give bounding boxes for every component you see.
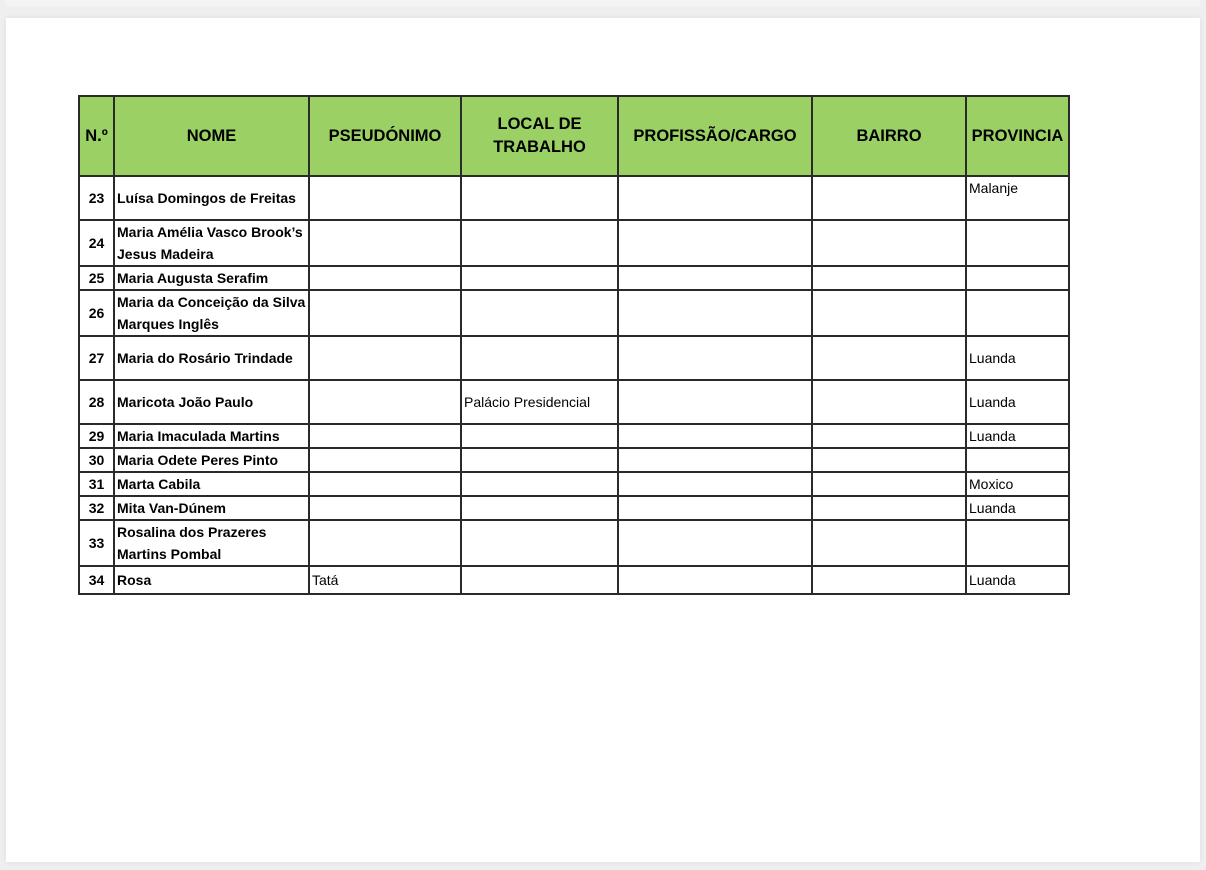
row-profession <box>618 520 812 566</box>
header-row <box>79 96 1069 176</box>
row-name: Maria Augusta Serafim <box>114 266 309 290</box>
row-number: 25 <box>79 266 114 290</box>
row-pseudonym <box>309 472 461 496</box>
document-page <box>6 18 1200 862</box>
row-number: 24 <box>79 220 114 266</box>
row-pseudonym <box>309 520 461 566</box>
row-province <box>966 520 1069 566</box>
row-province <box>966 290 1069 336</box>
header-province: PROVINCIA <box>966 96 1069 176</box>
row-profession <box>618 290 812 336</box>
row-neighborhood <box>812 266 966 290</box>
row-province: Luanda <box>966 336 1069 380</box>
table-row <box>79 472 1069 496</box>
row-name: Maria Imaculada Martins <box>114 424 309 448</box>
row-pseudonym <box>309 290 461 336</box>
row-number: 28 <box>79 380 114 424</box>
row-workplace <box>461 496 618 520</box>
row-workplace <box>461 266 618 290</box>
row-profession <box>618 496 812 520</box>
header-name: NOME <box>114 96 309 176</box>
table-row <box>79 424 1069 448</box>
row-workplace <box>461 336 618 380</box>
row-neighborhood <box>812 290 966 336</box>
table-row <box>79 496 1069 520</box>
row-workplace <box>461 472 618 496</box>
row-province: Luanda <box>966 566 1069 594</box>
row-workplace <box>461 424 618 448</box>
row-workplace <box>461 290 618 336</box>
row-name: Mita Van-Dúnem <box>114 496 309 520</box>
row-neighborhood <box>812 336 966 380</box>
row-neighborhood <box>812 566 966 594</box>
row-profession <box>618 566 812 594</box>
row-profession <box>618 472 812 496</box>
header-pseudonym: PSEUDÓNIMO <box>309 96 461 176</box>
row-workplace <box>461 566 618 594</box>
row-pseudonym <box>309 496 461 520</box>
row-name: Rosalina dos Prazeres Martins Pombal <box>114 520 309 566</box>
row-profession <box>618 220 812 266</box>
row-workplace <box>461 448 618 472</box>
row-neighborhood <box>812 176 966 220</box>
row-name: Luísa Domingos de Freitas <box>114 176 309 220</box>
header-number: N.º <box>79 96 114 176</box>
row-workplace <box>461 520 618 566</box>
row-neighborhood <box>812 380 966 424</box>
row-profession <box>618 380 812 424</box>
table-row <box>79 176 1069 220</box>
row-neighborhood <box>812 472 966 496</box>
row-pseudonym <box>309 448 461 472</box>
row-pseudonym <box>309 336 461 380</box>
row-neighborhood <box>812 520 966 566</box>
row-number: 32 <box>79 496 114 520</box>
row-province <box>966 220 1069 266</box>
row-neighborhood <box>812 448 966 472</box>
row-name: Maricota João Paulo <box>114 380 309 424</box>
row-number: 34 <box>79 566 114 594</box>
row-number: 33 <box>79 520 114 566</box>
row-number: 27 <box>79 336 114 380</box>
table-row <box>79 448 1069 472</box>
row-province: Luanda <box>966 424 1069 448</box>
table-row <box>79 220 1069 266</box>
row-number: 29 <box>79 424 114 448</box>
row-name: Maria da Conceição da Silva Marques Inglês <box>114 290 309 336</box>
row-pseudonym <box>309 424 461 448</box>
row-workplace <box>461 176 618 220</box>
row-number: 30 <box>79 448 114 472</box>
row-profession <box>618 266 812 290</box>
row-province <box>966 266 1069 290</box>
row-province: Malanje <box>966 176 1069 220</box>
header-workplace: LOCAL DE TRABALHO <box>461 96 618 176</box>
row-pseudonym <box>309 380 461 424</box>
row-number: 23 <box>79 176 114 220</box>
row-number: 31 <box>79 472 114 496</box>
row-pseudonym <box>309 266 461 290</box>
table-row <box>79 266 1069 290</box>
top-page-edge <box>6 0 1200 6</box>
row-pseudonym <box>309 220 461 266</box>
row-number: 26 <box>79 290 114 336</box>
row-name: Maria do Rosário Trindade <box>114 336 309 380</box>
row-province: Luanda <box>966 496 1069 520</box>
row-name: Rosa <box>114 566 309 594</box>
row-province: Moxico <box>966 472 1069 496</box>
header-profession: PROFISSÃO/CARGO <box>618 96 812 176</box>
row-province: Luanda <box>966 380 1069 424</box>
header-neighborhood: BAIRRO <box>812 96 966 176</box>
row-profession <box>618 424 812 448</box>
row-profession <box>618 336 812 380</box>
table-row <box>79 380 1069 424</box>
row-profession <box>618 448 812 472</box>
table-row <box>79 336 1069 380</box>
row-province <box>966 448 1069 472</box>
row-pseudonym: Tatá <box>309 566 461 594</box>
row-name: Maria Amélia Vasco Brook’s Jesus Madeira <box>114 220 309 266</box>
row-neighborhood <box>812 496 966 520</box>
row-workplace <box>461 220 618 266</box>
row-name: Maria Odete Peres Pinto <box>114 448 309 472</box>
row-name: Marta Cabila <box>114 472 309 496</box>
row-neighborhood <box>812 424 966 448</box>
row-pseudonym <box>309 176 461 220</box>
table-row <box>79 290 1069 336</box>
table-row <box>79 566 1069 594</box>
row-workplace: Palácio Presidencial <box>461 380 618 424</box>
roster-table <box>78 95 1070 595</box>
row-profession <box>618 176 812 220</box>
row-neighborhood <box>812 220 966 266</box>
table-row <box>79 520 1069 566</box>
